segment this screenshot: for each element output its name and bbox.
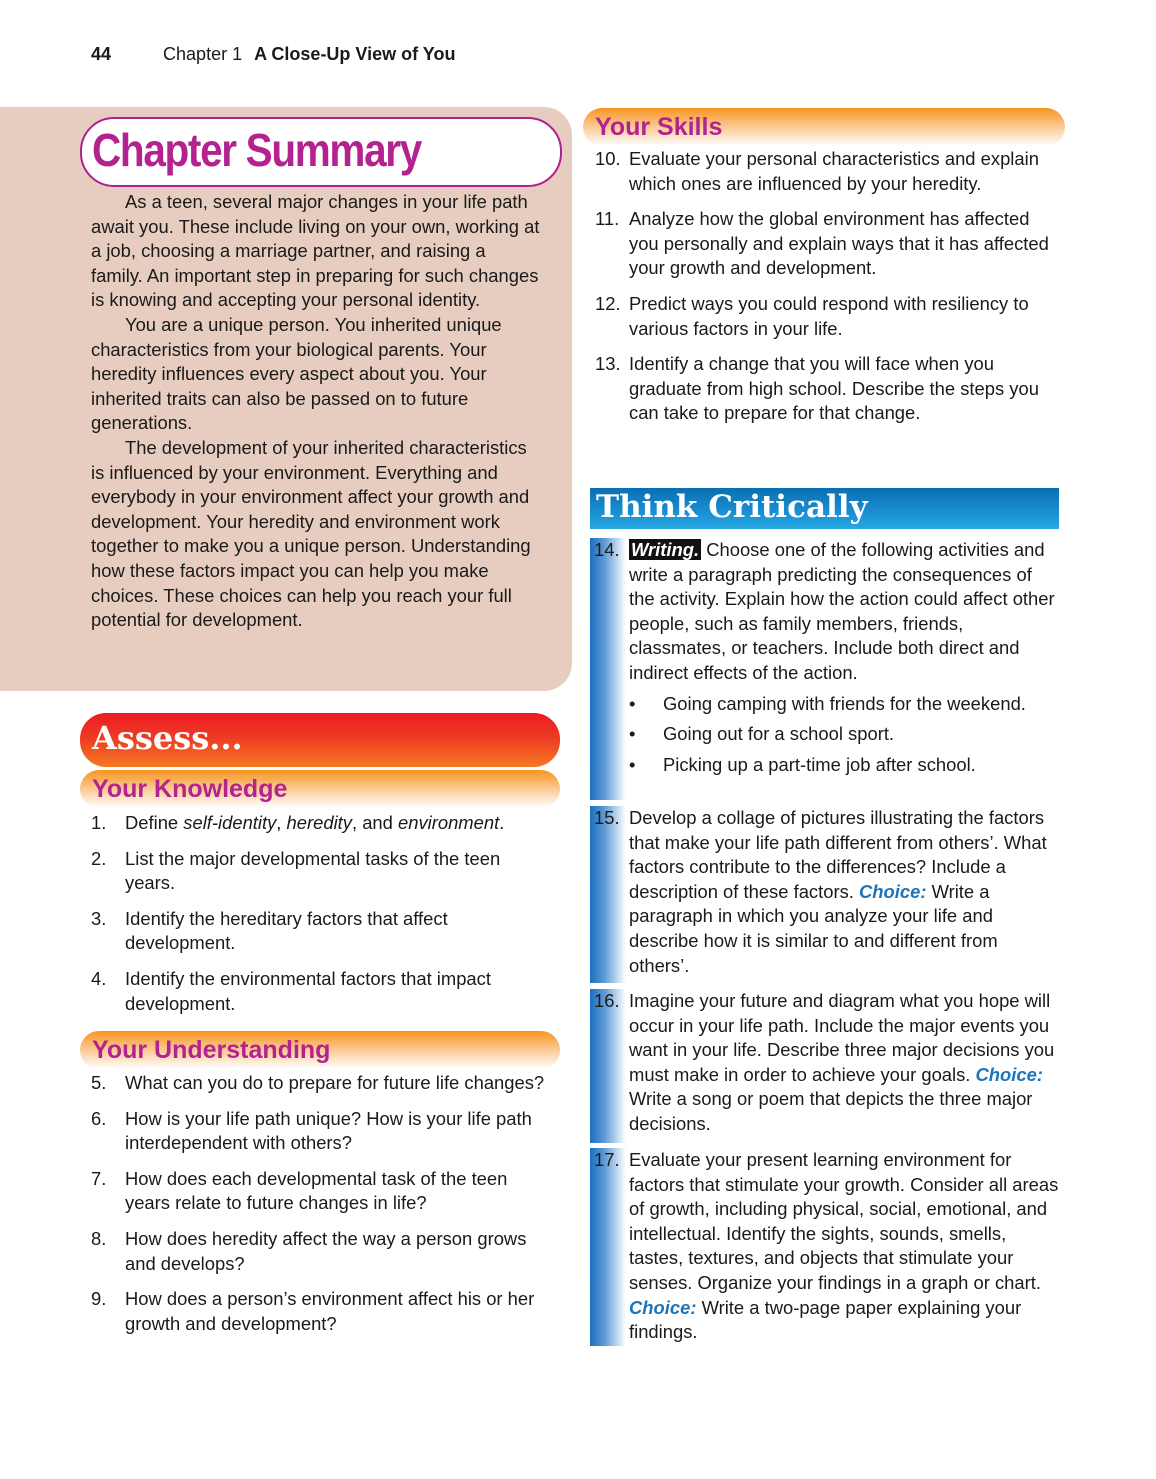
question-number: 11. [595,208,620,230]
understanding-questions [91,1071,551,1347]
writing-tag: Writing. [631,539,700,560]
question-number: 8. [91,1227,107,1249]
question-item [595,352,1050,426]
knowledge-questions [91,811,551,1027]
your-understanding-header [80,1031,560,1069]
question-text: Identify a change that you will face when you graduate from high school. Describe the steps you can take to prepare for that change. [629,353,1039,424]
question-number: 5. [91,1072,107,1093]
question-number: 14. [594,539,620,560]
your-understanding-heading: Your Understanding [92,1036,331,1064]
item-accent-bar [590,1148,626,1346]
activity-item: • Going camping with friends for the weekend. [629,692,1060,717]
question-item [91,1071,551,1096]
question-item [91,1287,551,1336]
question-text: How does heredity affect the way a person grows and develops? [125,1227,527,1274]
assess-banner [80,713,560,767]
question-number: 13. [595,353,621,375]
question-item [91,1227,551,1276]
question-number: 1. [91,812,107,833]
question-item [595,207,1050,281]
question-text: Analyze how the global environment has affected you personally and explain ways that it has affected your growth and development. [629,208,1049,279]
question-number: 17. [594,1149,620,1170]
question-text: How does each developmental task of the teen years relate to future changes in life? [125,1167,508,1214]
chapter-summary-body [91,190,541,633]
term-heredity: heredity [286,812,352,833]
question-item [91,847,551,896]
question-item [91,811,551,836]
choice-label: Choice: [859,880,927,902]
question-item [91,967,551,1016]
question-text: Imagine your future and diagram what you hope will occur in your life path. Include the major events you want in your life. Describe three major decisions you must make in order to achieve your goals. [629,990,1055,1085]
question-text: Define [125,812,184,833]
question-item [91,1167,551,1216]
question-text: , and [351,812,398,833]
question-text: Choose one of the following activities and write a paragraph predicting the consequences of the activity. Explain how the action could affect other people, such as family members, friends, classmates, or teachers. Include both direct and indirect effects of the action. [629,539,1055,683]
think-critically-banner [590,488,1059,529]
question-text: How is your life path unique? How is your life path interdependent with others? [125,1107,532,1154]
question-number: 4. [91,967,107,989]
your-skills-header [583,108,1065,146]
question-text: Predict ways you could respond with resiliency to various factors in your life. [629,292,1029,339]
critical-item-15 [590,806,1060,983]
summary-paragraph: The development of your inherited characteristics is influenced by your environment. Everything and everybody in your environment affect your growth and development. Your heredity and environment work together to make you a unique person. Understanding how these factors impact you can help you make choices. These choices can help you reach your full potential for development. [91,436,531,631]
critical-item-17 [590,1148,1060,1346]
item-accent-bar [590,538,626,800]
question-text: . [499,812,505,833]
question-text: What can you do to prepare for future life changes? [125,1072,545,1093]
summary-paragraph: You are a unique person. You inherited unique characteristics from your biological parents. Your heredity influences every aspect about you. Your inherited traits can also be passed on to future generations. [91,313,502,434]
term-environment: environment [397,812,500,833]
chapter-summary-heading: Chapter Summary [92,124,421,176]
your-skills-heading: Your Skills [595,113,723,141]
activity-item: • Picking up a part-time job after school. [629,753,1060,778]
term-self-identity: self-identity [183,812,277,833]
skills-questions [595,147,1050,437]
question-text: Develop a collage of pictures illustrating the factors that make your life path different from others’. What factors contribute to the differences? Include a description of these factors. [629,807,1047,902]
choice-text: Write a paragraph in which you analyze your life and describe how it is similar to and different from others’. [629,880,998,976]
question-item [595,292,1050,341]
page-number: 44 [91,44,112,64]
summary-paragraph: As a teen, several major changes in your life path await you. These include living on your own, working at a job, choosing a marriage partner, and raising a family. An important step in preparing for such changes is knowing and accepting your personal identity. [91,191,540,311]
your-knowledge-heading: Your Knowledge [92,775,288,803]
question-text: Identify the hereditary factors that affect development. [125,907,448,954]
question-item [91,1107,551,1156]
your-knowledge-header [80,770,560,808]
question-number: 12. [595,292,621,314]
assess-heading: Assess... [92,719,243,757]
question-item [91,907,551,956]
question-text: Evaluate your present learning environment for factors that stimulate your growth. Consider all areas of growth, including physical, social, emotional, and intellectual. Identify the sights, sounds, smells, tastes, textures, and objects that stimulate your senses. Organize your findings in a graph or chart. [629,1149,1059,1293]
question-text: Evaluate your personal characteristics and explain which ones are influenced by your heredity. [629,148,1039,194]
activity-item: • Going out for a school sport. [629,722,1060,747]
choice-text: Write a song or poem that depicts the three major decisions. [629,1088,1033,1134]
choice-label: Choice: [629,1296,697,1318]
question-text: , [276,812,287,833]
chapter-summary-heading-box [80,117,562,187]
choice-label: Choice: [975,1063,1043,1085]
running-head [91,44,455,65]
critical-item-14 [590,538,1060,800]
question-number: 2. [91,847,107,869]
chapter-label: Chapter 1 [163,44,243,64]
question-number: 16. [594,990,620,1011]
question-item [595,147,1050,196]
question-number: 10. [595,148,621,169]
critical-item-16 [590,989,1060,1143]
question-text: How does a person’s environment affect his or her growth and development? [125,1288,535,1334]
chapter-title: A Close-Up View of You [254,44,456,64]
question-number: 6. [91,1107,107,1129]
question-number: 9. [91,1288,107,1310]
activity-list [629,692,1060,778]
question-text: Identify the environmental factors that impact development. [125,967,491,1014]
question-number: 3. [91,907,107,929]
choice-text: Write a two-page paper explaining your findings. [629,1296,1022,1343]
think-critically-heading: Think Critically [596,489,868,525]
question-number: 7. [91,1167,107,1189]
question-number: 15. [594,807,620,828]
item-accent-bar [590,806,626,983]
question-text: List the major developmental tasks of the teen years. [125,847,501,894]
